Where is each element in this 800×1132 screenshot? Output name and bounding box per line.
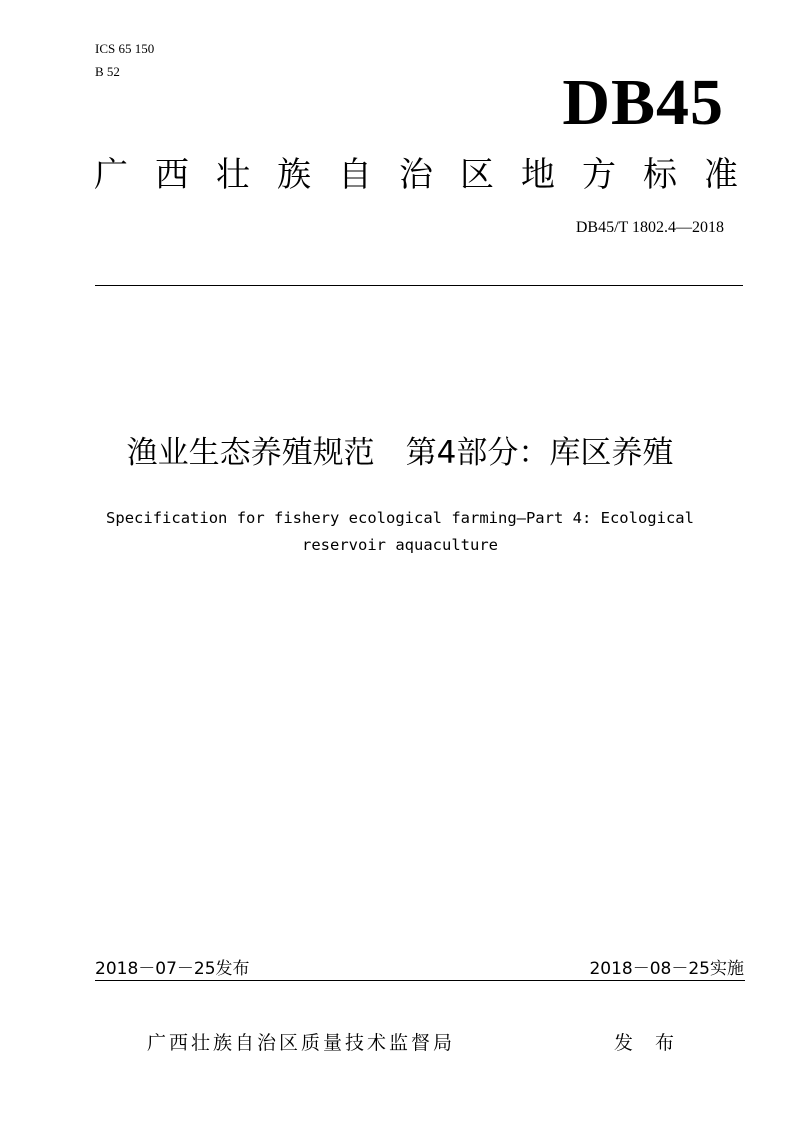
title-en-line-1: Specification for fishery ecological farming—Part 4: Ecological [106,509,694,527]
issuing-authority: 广西壮族自治区质量技术监督局 [147,1032,456,1054]
document-title-zh: 渔业生态养殖规范 第4部分：库区养殖 [126,435,674,471]
publish-date: 2018－07－25发布 [95,959,250,979]
top-divider [95,285,743,286]
implement-date: 2018－08－25实施 [589,959,744,979]
document-title-en [60,505,740,559]
bottom-divider [95,980,745,981]
standard-logo: DB45 [562,66,724,139]
standard-number: DB45/T 1802.4—2018 [575,219,724,236]
ics-code: ICS 65 150 [95,41,155,56]
title-en-line-2: reservoir aquaculture [302,536,498,554]
standard-kind-title: 广西壮族自治区地方标准 [94,155,765,195]
issue-label: 发 布 [614,1032,683,1054]
ccs-code: B 52 [95,64,120,79]
